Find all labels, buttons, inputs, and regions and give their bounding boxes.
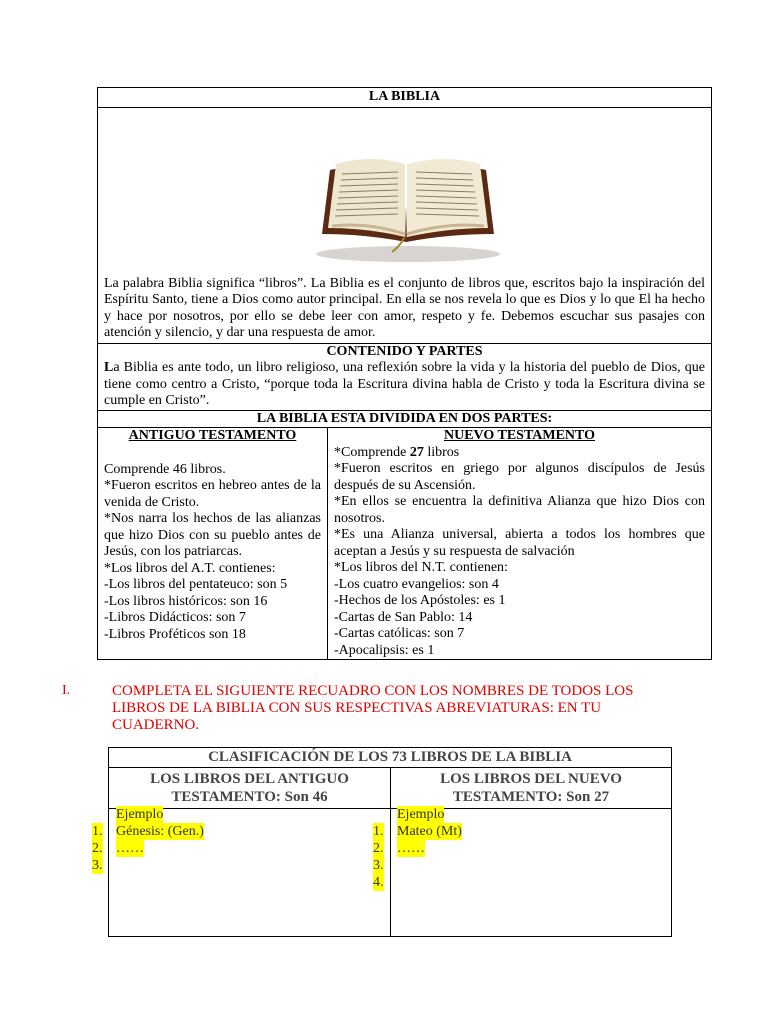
antiguo-exercise-header: LOS LIBROS DEL ANTIGUO TESTAMENTO: Son 46	[109, 768, 390, 809]
open-bible-image	[308, 142, 502, 264]
contenido-row	[98, 344, 711, 411]
contenido-first-letter: L	[104, 360, 114, 375]
antiguo-item: -Libros Didácticos: son 7	[104, 610, 246, 625]
nuevo-item: -Cartas católicas: son 7	[334, 626, 465, 641]
classification-columns	[109, 768, 671, 936]
nuevo-item: -Cartas de San Pablo: 14	[334, 609, 473, 625]
nuevo-exercise-column	[391, 768, 671, 936]
intro-row	[98, 142, 711, 344]
list-number: 3.	[373, 858, 384, 873]
left-dots: ……	[116, 841, 144, 856]
antiguo-exercise-column	[109, 768, 391, 936]
nuevo-alianza: *En ellos se encuentra la definitiva Alianza que hizo Dios con nosotros.	[334, 494, 705, 526]
contenido-heading: CONTENIDO Y PARTES	[326, 343, 483, 359]
list-number: 3.	[92, 858, 103, 873]
antiguo-contienes: *Los libros del A.T. contienes:	[104, 560, 276, 576]
list-number: 2.	[373, 841, 384, 856]
antiguo-item: -Los libros históricos: son 16	[104, 593, 268, 609]
nuevo-item: -Hechos de los Apóstoles: es 1	[334, 593, 506, 608]
classification-title: CLASIFICACIÓN DE LOS 73 LIBROS DE LA BIBLIA	[109, 748, 671, 768]
nuevo-contienen: *Los libros del N.T. contienen:	[334, 560, 508, 575]
right-dots: ……	[397, 841, 425, 856]
list-number: 1.	[373, 824, 384, 839]
antiguo-item: -Libros Proféticos son 18	[104, 626, 246, 642]
contenido-paragraph	[98, 360, 711, 410]
nuevo-column	[328, 428, 711, 659]
exercise-instruction: COMPLETA EL SIGUIENTE RECUADRO CON LOS NOMBRES DE TODOS LOS LIBROS DE LA BIBLIA CON SUS RESPECTIVAS ABREVIATURAS: EN TU CUADERNO.	[112, 683, 634, 733]
list-number: 1.	[92, 824, 103, 839]
left-example-value: Génesis: (Gen.)	[116, 824, 204, 839]
nuevo-exercise-header: LOS LIBROS DEL NUEVO TESTAMENTO: Son 27	[391, 768, 671, 809]
antiguo-comprende: Comprende 46 libros.	[104, 461, 226, 477]
nuevo-comprende	[334, 445, 705, 462]
right-example-label: Ejemplo	[397, 807, 445, 822]
left-example-label: Ejemplo	[116, 807, 164, 822]
right-example-value: Mateo (Mt)	[397, 824, 462, 839]
intro-paragraph: La palabra Biblia significa “libros”. La Biblia es el conjunto de libros que, escritos bajo la inspiración del Espíritu Santo, tiene a Dios como autor principal. En ella se nos revela lo que es Dios y lo que El ha hecho y hace por nosotros, por ello se debe leer con amor, respeto y fe. Debemos escuchar sus pasajes con atención y silencio, y dar una respuesta de amor.	[104, 275, 705, 340]
exercise-number: I.	[62, 683, 71, 698]
nuevo-item: -Apocalipsis: es 1	[334, 642, 435, 658]
testaments-row	[98, 428, 711, 659]
division-heading: LA BIBLIA ESTA DIVIDIDA EN DOS PARTES:	[98, 411, 711, 429]
classification-table	[108, 747, 672, 937]
nuevo-comprende-suffix: libros	[423, 444, 460, 460]
antiguo-escritos: *Fueron escritos en hebreo antes de la venida de Cristo.	[104, 478, 321, 510]
antiguo-heading: ANTIGUO TESTAMENTO	[128, 428, 297, 443]
page-title: LA BIBLIA	[368, 89, 441, 104]
list-number: 2.	[92, 841, 103, 856]
nuevo-universal: *Es una Alianza universal, abierta a todos los hombres que aceptan a Jesús y su respuesta de salvación	[334, 527, 705, 559]
antiguo-item: -Los libros del pentateuco: son 5	[104, 577, 288, 592]
contenido-text: a Biblia es ante todo, un libro religioso, una reflexión sobre la vida y la historia del pueblo de Dios, que tiene como centro a Cristo, “porque toda la Escritura divina habla de Cristo y toda la Escritura divina se cumple en Cristo”.	[104, 360, 705, 408]
nuevo-comprende-number: 27	[409, 444, 424, 460]
antiguo-column	[98, 428, 328, 659]
nuevo-heading: NUEVO TESTAMENTO	[443, 428, 596, 443]
list-number: 4.	[373, 875, 384, 890]
nuevo-escritos: *Fueron escritos en griego por algunos discípulos de Jesús después de su Ascensión.	[334, 461, 705, 493]
antiguo-narra: *Nos narra los hechos de las alianzas que hizo Dios con su pueblo antes de Jesús, con los patriarcas.	[104, 511, 321, 559]
nuevo-item: -Los cuatro evangelios: son 4	[334, 576, 499, 592]
bible-info-table	[97, 87, 712, 660]
nuevo-comprende-prefix: *Comprende	[334, 444, 410, 460]
title-row	[98, 88, 711, 108]
